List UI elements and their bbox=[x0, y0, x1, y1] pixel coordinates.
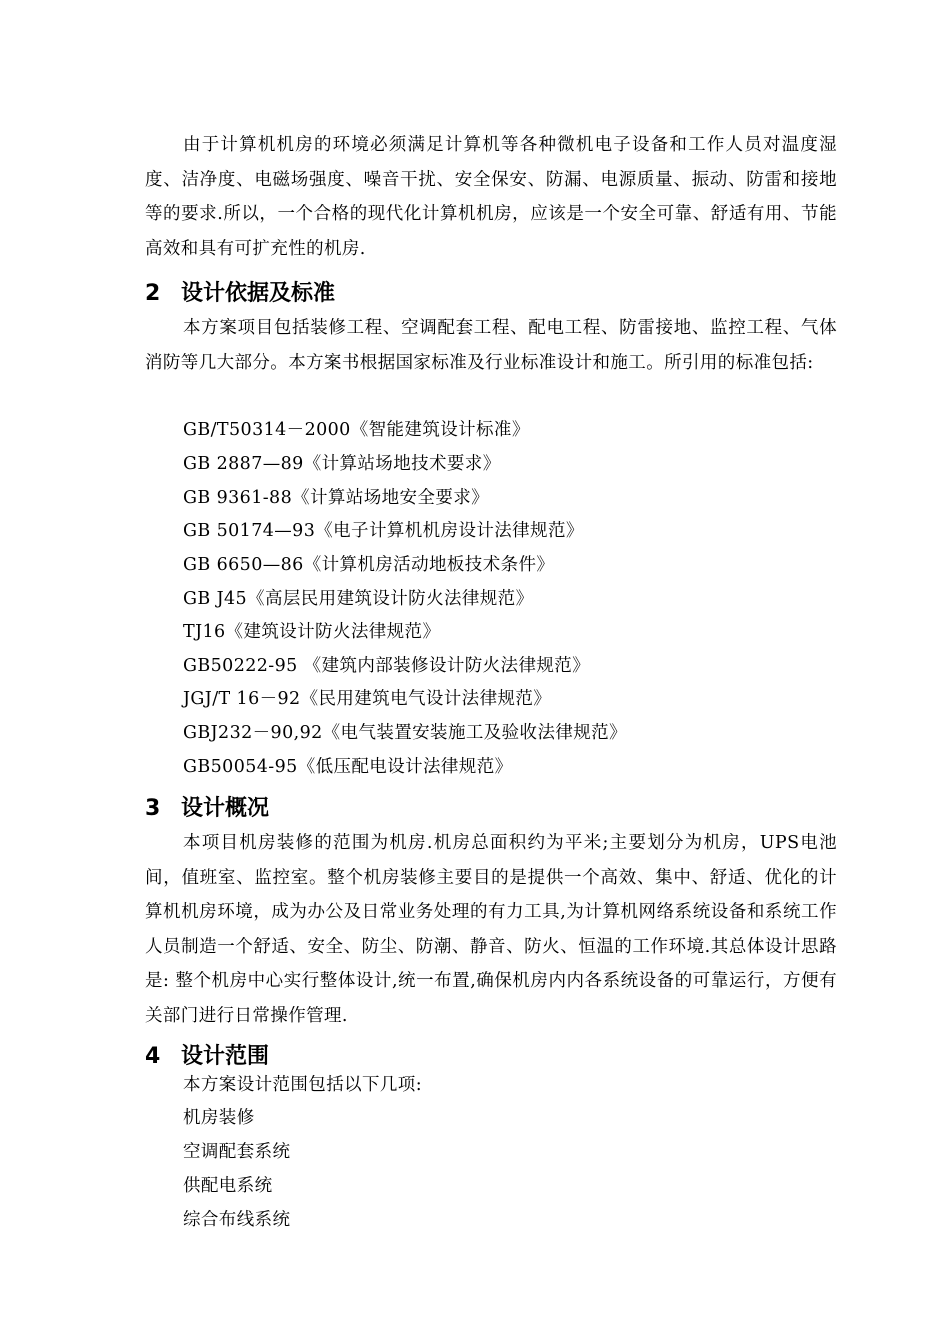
standard-item: JGJ/T 16－92《民用建筑电气设计法律规范》 bbox=[183, 689, 552, 709]
standard-item: GB/T50314－2000《智能建筑设计标准》 bbox=[183, 420, 530, 440]
scope-item: 空调配套系统 bbox=[183, 1142, 291, 1162]
standard-item: GB 9361-88《计算站场地安全要求》 bbox=[183, 488, 490, 508]
standard-item: GB 6650—86《计算机房活动地板技术条件》 bbox=[183, 555, 555, 575]
standard-item: GB 50174—93《电子计算机机房设计法律规范》 bbox=[183, 521, 584, 541]
scope-item: 综合布线系统 bbox=[183, 1210, 291, 1230]
standard-item: GB50222-95 《建筑内部装修设计防火法律规范》 bbox=[183, 656, 591, 676]
section-4-heading bbox=[145, 1039, 269, 1070]
standard-item: GB J45《高层民用建筑设计防火法律规范》 bbox=[183, 589, 534, 609]
section-3-title: 设计概况 bbox=[181, 796, 270, 821]
scope-item: 供配电系统 bbox=[183, 1176, 273, 1196]
section-2-heading bbox=[145, 276, 335, 307]
standard-item: TJ16《建筑设计防火法律规范》 bbox=[183, 622, 441, 642]
standard-item: GBJ232－90,92《电气装置安装施工及验收法律规范》 bbox=[183, 723, 627, 743]
section-2-title: 设计依据及标准 bbox=[181, 281, 336, 306]
section-4-number: 4 bbox=[145, 1044, 161, 1069]
section-4-intro: 本方案设计范围包括以下几项: bbox=[183, 1075, 422, 1095]
section-2-number: 2 bbox=[145, 281, 161, 306]
standard-item: GB50054-95《低压配电设计法律规范》 bbox=[183, 757, 513, 777]
section-3-paragraph: 本项目机房装修的范围为机房.机房总面积约为平米;主要划分为机房，UPS电池间，值班室、监控室。整个机房装修主要目的是提供一个高效、集中、舒适、优化的计算机机房环境，成为办公及日常业务处理的有力工具,为计算机网络系统设备和系统工作人员制造一个舒适、安全、防尘、防潮、静音、防火、恒温的工作环境.其总体设计思路是: 整个机房中心实行整体设计,统一布置,确保机房内内各系统设备的可靠运行，方便有关部门进行日常操作管理. bbox=[145, 833, 837, 1026]
scope-item: 机房装修 bbox=[183, 1108, 255, 1128]
section-3-heading bbox=[145, 791, 269, 822]
section-4-title: 设计范围 bbox=[181, 1044, 270, 1069]
section-2-paragraph: 本方案项目包括装修工程、空调配套工程、配电工程、防雷接地、监控工程、气体消防等几大部分。本方案书根据国家标准及行业标准设计和施工。所引用的标准包括: bbox=[145, 318, 837, 373]
intro-paragraph: 由于计算机机房的环境必须满足计算机等各种微机电子设备和工作人员对温度湿度、洁净度、电磁场强度、噪音干扰、安全保安、防漏、电源质量、振动、防雷和接地等的要求.所以，一个合格的现代化计算机机房，应该是一个安全可靠、舒适有用、节能高效和具有可扩充性的机房. bbox=[145, 135, 837, 259]
section-3-number: 3 bbox=[145, 796, 161, 821]
standard-item: GB 2887—89《计算站场地技术要求》 bbox=[183, 454, 501, 474]
